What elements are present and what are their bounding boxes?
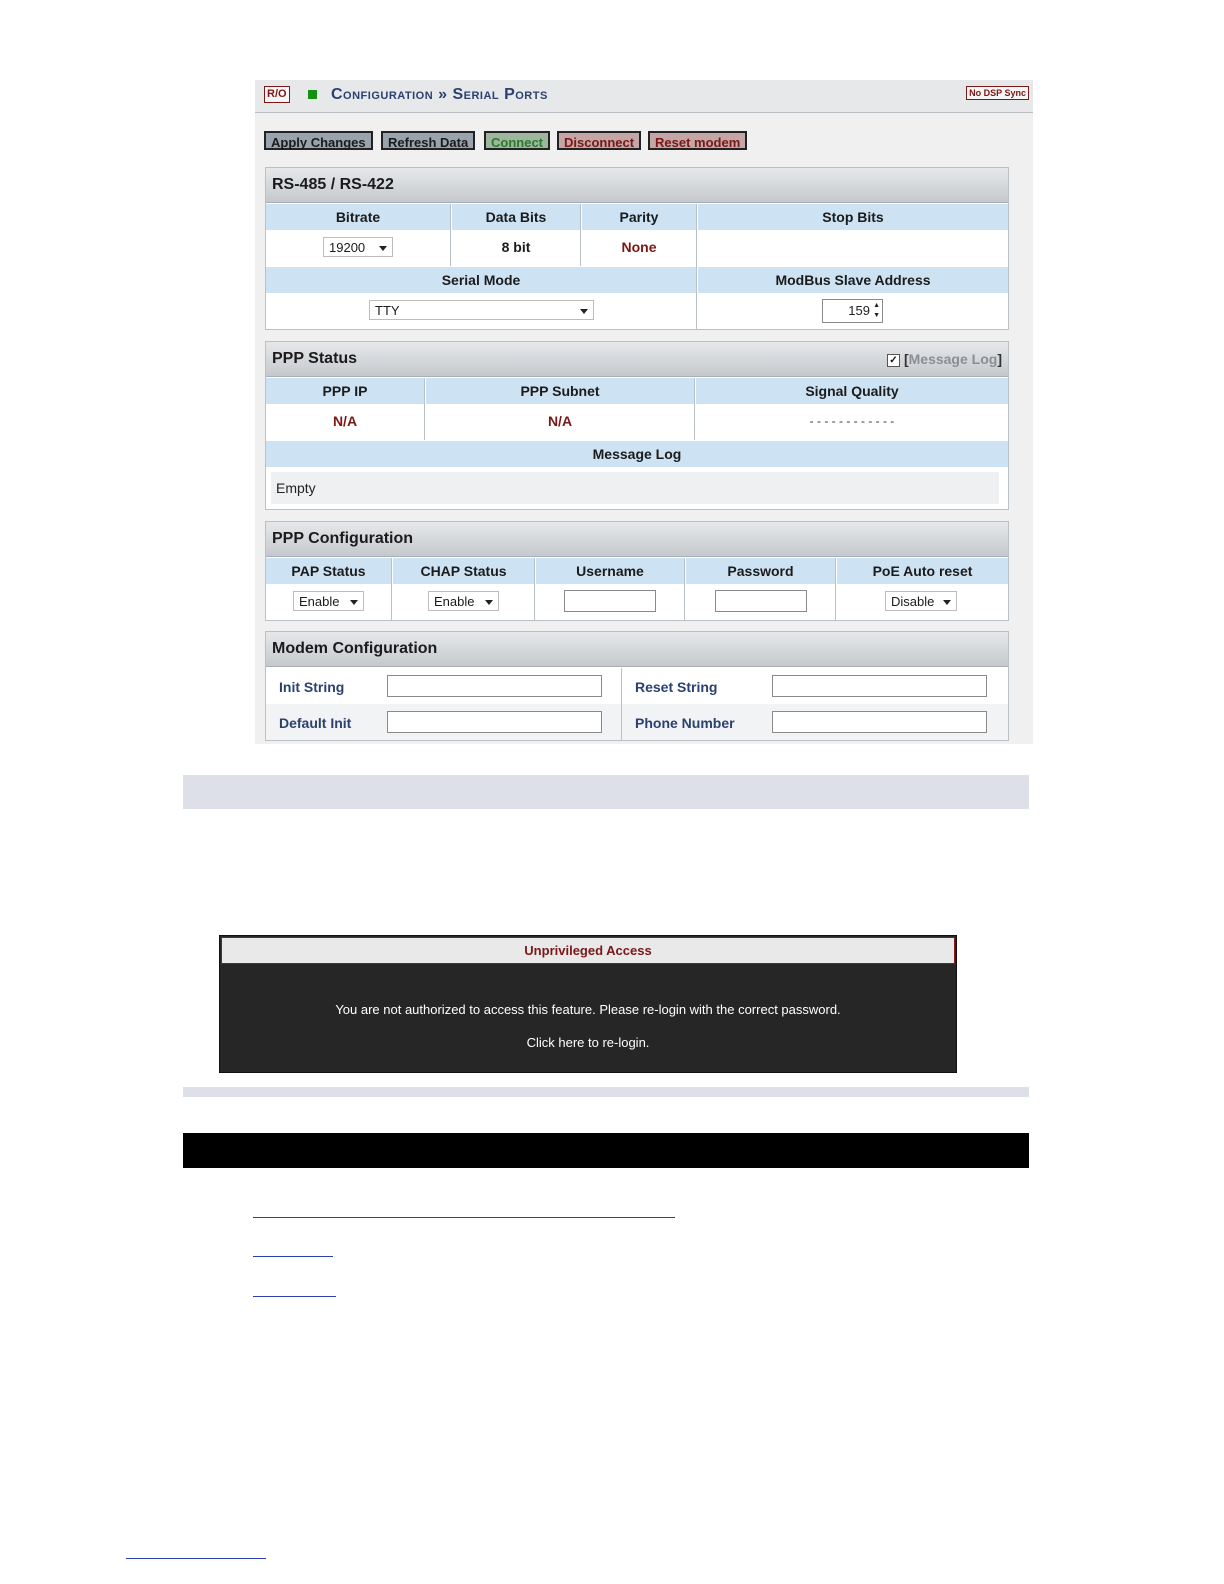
section-header-bar	[183, 1133, 1029, 1168]
section-bar	[183, 1087, 1029, 1097]
chevron-down-icon	[485, 600, 493, 605]
username-header: Username	[536, 558, 684, 584]
rs485-title: RS-485 / RS-422	[272, 176, 394, 193]
chevron-down-icon	[379, 246, 387, 251]
status-indicator-icon	[308, 90, 317, 99]
reset-string-label: Reset String	[635, 679, 718, 695]
divider	[534, 558, 535, 620]
divider	[835, 558, 836, 620]
reset-modem-button[interactable]: Reset modem	[648, 131, 747, 150]
password-input[interactable]	[715, 590, 807, 612]
ppp-status-title: PPP Status	[272, 350, 358, 367]
rs485-section	[265, 167, 1009, 330]
phone-number-label: Phone Number	[635, 715, 735, 731]
message-log-toggle[interactable]: ✓ [Message Log]	[887, 351, 1002, 367]
chap-status-value: Enable	[434, 594, 475, 609]
serial-mode-value: TTY	[375, 303, 400, 318]
modem-config-header	[266, 632, 1008, 667]
ppp-config-section	[265, 521, 1009, 621]
chap-status-select[interactable]	[428, 591, 499, 611]
parity-value: None	[582, 230, 696, 264]
data-bits-header: Data Bits	[452, 204, 580, 230]
pap-status-select[interactable]	[293, 591, 364, 611]
chevron-down-icon	[580, 309, 588, 314]
ppp-status-header	[266, 342, 1008, 377]
message-log-text: Empty	[271, 472, 999, 504]
unprivileged-access-message: You are not authorized to access this feature. Please re-login with the correct password.	[335, 1002, 841, 1017]
modbus-header: ModBus Slave Address	[698, 267, 1008, 293]
link-underline[interactable]	[126, 1558, 266, 1559]
reset-string-input[interactable]	[772, 675, 987, 697]
message-log-header: Message Log	[266, 441, 1008, 467]
link-underline[interactable]	[253, 1217, 675, 1218]
divider	[696, 204, 697, 329]
chap-status-header: CHAP Status	[393, 558, 534, 584]
signal-quality-value: - - - - - - - - - - - -	[696, 404, 1008, 438]
apply-changes-button[interactable]: Apply Changes	[264, 131, 373, 150]
spinner-down-icon[interactable]: ▼	[873, 312, 880, 319]
ppp-config-title: PPP Configuration	[272, 530, 414, 547]
bitrate-cell	[266, 230, 450, 264]
divider	[450, 204, 451, 266]
unprivileged-access-dialog	[219, 935, 957, 1073]
modem-config-section	[265, 631, 1009, 741]
serial-mode-header: Serial Mode	[266, 267, 696, 293]
divider	[391, 558, 392, 620]
default-init-label: Default Init	[279, 715, 352, 731]
ppp-config-header	[266, 522, 1008, 557]
username-input[interactable]	[564, 590, 656, 612]
connect-button[interactable]: Connect	[484, 131, 550, 150]
chevron-down-icon	[943, 600, 951, 605]
refresh-data-button[interactable]: Refresh Data	[381, 131, 475, 150]
pap-status-header: PAP Status	[266, 558, 391, 584]
dsp-sync-badge: No DSP Sync	[966, 86, 1029, 100]
section-bar	[183, 775, 1029, 809]
divider	[580, 204, 581, 266]
divider	[684, 558, 685, 620]
serial-ports-screenshot	[255, 80, 1033, 744]
password-header: Password	[686, 558, 835, 584]
serial-mode-select[interactable]	[369, 300, 594, 320]
chevron-down-icon	[350, 600, 358, 605]
ppp-status-section	[265, 341, 1009, 510]
init-string-label: Init String	[279, 679, 345, 695]
ppp-subnet-value: N/A	[426, 404, 694, 438]
bitrate-select[interactable]	[323, 237, 393, 257]
divider	[694, 378, 695, 440]
poe-auto-reset-value: Disable	[891, 594, 935, 609]
ppp-ip-header: PPP IP	[266, 378, 424, 404]
link-underline[interactable]	[253, 1296, 336, 1297]
stop-bits-cell	[698, 230, 1008, 264]
modbus-cell	[698, 293, 1008, 327]
divider	[621, 668, 622, 740]
serial-mode-cell	[266, 293, 696, 327]
bitrate-value: 19200	[329, 240, 366, 255]
poe-auto-reset-header: PoE Auto reset	[837, 558, 1008, 584]
modbus-address-value: 159	[848, 303, 870, 318]
modem-config-title: Modem Configuration	[272, 640, 438, 657]
ppp-ip-value: N/A	[266, 404, 424, 438]
link-underline[interactable]	[253, 1256, 333, 1257]
stop-bits-header: Stop Bits	[698, 204, 1008, 230]
init-string-input[interactable]	[387, 675, 602, 697]
disconnect-button[interactable]: Disconnect	[557, 131, 641, 150]
message-log-label: Message Log	[908, 351, 998, 367]
unprivileged-access-title: Unprivileged Access	[221, 937, 955, 964]
ppp-subnet-header: PPP Subnet	[426, 378, 694, 404]
parity-header: Parity	[582, 204, 696, 230]
rs485-header	[266, 168, 1008, 203]
phone-number-input[interactable]	[772, 711, 987, 733]
read-only-badge: R/O	[264, 86, 290, 103]
modbus-address-stepper[interactable]	[822, 299, 883, 323]
relogin-link[interactable]: Click here to re-login.	[526, 1035, 650, 1050]
data-bits-value: 8 bit	[452, 230, 580, 264]
default-init-input[interactable]	[387, 711, 602, 733]
spinner-up-icon[interactable]: ▲	[873, 302, 880, 309]
checkbox-checked-icon[interactable]: ✓	[887, 354, 900, 367]
breadcrumb: Configuration » Serial Ports	[331, 86, 548, 103]
signal-quality-header: Signal Quality	[696, 378, 1008, 404]
bitrate-header: Bitrate	[266, 204, 450, 230]
divider	[424, 378, 425, 440]
poe-auto-reset-select[interactable]	[885, 591, 957, 611]
pap-status-value: Enable	[299, 594, 340, 609]
title-bar	[255, 80, 1033, 113]
